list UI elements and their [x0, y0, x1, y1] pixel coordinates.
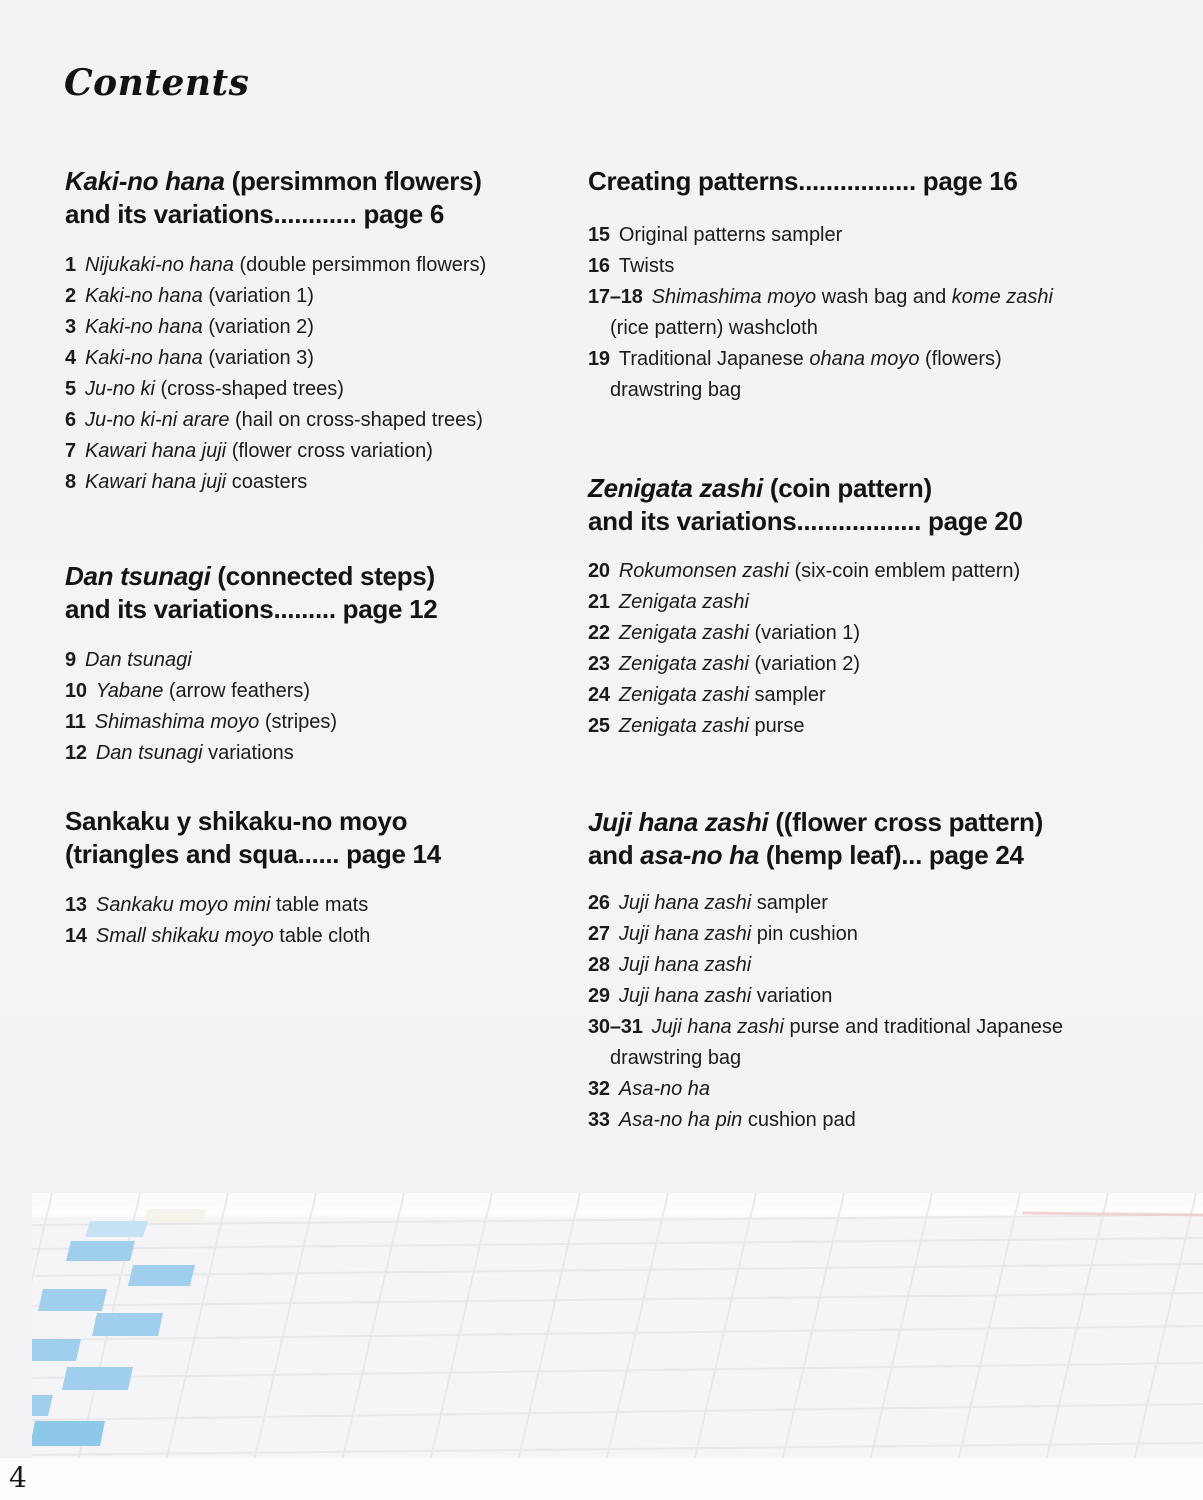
section-items: [65, 890, 570, 952]
item-number: 25: [588, 715, 610, 737]
heading-line: [65, 165, 570, 198]
text-run: (variation 1): [748, 622, 861, 644]
text-run: Traditional Japanese: [618, 348, 810, 370]
heading-line: [588, 505, 1148, 538]
item-number: 21: [588, 591, 610, 613]
page-number: 4: [9, 1461, 27, 1494]
text-run: (variation 2): [748, 653, 861, 675]
text-run: (variation 1): [202, 285, 314, 307]
item-line: [65, 374, 570, 405]
item-number: 22: [588, 622, 610, 644]
item-number: 3: [65, 316, 76, 338]
toc-item: [588, 1074, 1148, 1105]
item-line: [588, 981, 1148, 1012]
section-items: [588, 556, 1148, 742]
text-run: Small shikaku moyo: [95, 925, 274, 947]
heading-line: [65, 198, 570, 231]
item-line: [65, 707, 570, 738]
toc-item: [588, 919, 1148, 950]
section-items: [65, 645, 570, 769]
toc-item: [588, 950, 1148, 981]
item-line: [65, 467, 570, 498]
text-run: ohana moyo: [809, 348, 920, 370]
text-run: variation: [751, 985, 833, 1007]
item-line: [588, 649, 1148, 680]
item-line: [588, 344, 1148, 375]
text-run: kome zashi: [951, 286, 1053, 308]
item-number: 4: [65, 347, 76, 369]
item-line: [65, 890, 570, 921]
text-run: (six-coin emblem pattern): [788, 560, 1021, 582]
text-run: Juji hana zashi: [618, 892, 752, 914]
text-run: Zenigata zashi: [618, 591, 749, 613]
section-items: [588, 220, 1148, 406]
item-line: [588, 587, 1148, 618]
text-run: Kawari hana juji: [84, 471, 227, 493]
text-run: Kaki-no hana: [84, 285, 203, 307]
item-number: 24: [588, 684, 610, 706]
item-number: 33: [588, 1109, 610, 1131]
text-run: Sankaku y shikaku-no moyo: [65, 806, 408, 836]
toc-item: [65, 436, 570, 467]
text-run: Creating patterns................. page 16: [588, 166, 1018, 196]
text-run: sampler: [748, 684, 826, 706]
toc-item: [65, 405, 570, 436]
item-line: [588, 618, 1148, 649]
text-run: (triangles and squa...... page 14: [65, 839, 441, 869]
item-number: 29: [588, 985, 610, 1007]
text-run: Dan tsunagi: [65, 561, 211, 591]
item-number: 15: [588, 224, 610, 246]
section-heading: [588, 806, 1148, 872]
item-line: [588, 950, 1148, 981]
text-run: Kaki-no hana: [65, 166, 225, 196]
text-run: Asa-no ha pin: [618, 1109, 743, 1131]
item-line: [588, 1105, 1148, 1136]
item-continuation-line: [588, 313, 1148, 344]
left-column: [65, 165, 570, 952]
toc-item: [588, 618, 1148, 649]
toc-item: [588, 680, 1148, 711]
text-run: and its variations............ page 6: [65, 199, 445, 229]
toc-item: [65, 374, 570, 405]
item-number: 16: [588, 255, 610, 277]
section-heading: [588, 165, 1148, 198]
fabric-photo-svg: [32, 1193, 1203, 1458]
text-run: Twists: [618, 255, 675, 277]
text-run: (rice pattern) washcloth: [610, 317, 818, 339]
heading-line: [588, 165, 1148, 198]
text-run: and its variations.................. page 20: [588, 506, 1023, 536]
toc-item: [588, 888, 1148, 919]
text-run: asa-no ha: [640, 840, 759, 870]
item-number: 13: [65, 894, 87, 916]
item-continuation-line: [588, 375, 1148, 406]
item-line: [588, 251, 1148, 282]
text-run: (hail on cross-shaped trees): [229, 409, 483, 431]
toc-item: [65, 250, 570, 281]
item-number: 30–31: [588, 1016, 643, 1038]
item-line: [588, 220, 1148, 251]
item-line: [65, 281, 570, 312]
item-number: 14: [65, 925, 87, 947]
item-line: [65, 405, 570, 436]
text-run: Juji hana zashi: [618, 985, 752, 1007]
item-number: 6: [65, 409, 76, 431]
text-run: pin cushion: [751, 923, 858, 945]
toc-section: [588, 165, 1148, 406]
item-line: [588, 1012, 1148, 1043]
toc-item: [588, 251, 1148, 282]
item-number: 5: [65, 378, 76, 400]
toc-item: [65, 676, 570, 707]
text-run: drawstring bag: [610, 1047, 742, 1069]
item-line: [65, 436, 570, 467]
item-number: 10: [65, 680, 87, 702]
text-run: purse and traditional Japanese: [783, 1016, 1064, 1038]
text-run: and its variations......... page 12: [65, 594, 438, 624]
text-run: Rokumonsen zashi: [618, 560, 789, 582]
item-line: [65, 738, 570, 769]
item-line: [588, 888, 1148, 919]
item-line: [588, 711, 1148, 742]
toc-section: [65, 805, 570, 952]
toc-section: [65, 165, 570, 498]
item-line: [588, 556, 1148, 587]
toc-section: [588, 806, 1148, 1136]
text-run: table cloth: [273, 925, 371, 947]
toc-item: [588, 344, 1148, 406]
toc-section: [588, 472, 1148, 742]
text-run: Kaki-no hana: [84, 316, 203, 338]
item-number: 32: [588, 1078, 610, 1100]
heading-line: [588, 806, 1148, 839]
toc-item: [588, 1012, 1148, 1074]
heading-line: [588, 472, 1148, 505]
toc-item: [588, 981, 1148, 1012]
text-run: (arrow feathers): [163, 680, 311, 702]
text-run: Sankaku moyo mini: [95, 894, 271, 916]
toc-item: [588, 711, 1148, 742]
section-heading: [65, 805, 570, 871]
toc-item: [588, 649, 1148, 680]
section-heading: [588, 472, 1148, 538]
text-run: (stripes): [259, 711, 338, 733]
toc-section: [65, 560, 570, 769]
text-run: sampler: [751, 892, 828, 914]
section-items: [588, 888, 1148, 1136]
text-run: Juji hana zashi: [618, 923, 752, 945]
toc-item: [65, 312, 570, 343]
text-run: Dan tsunagi: [84, 649, 192, 671]
item-number: 20: [588, 560, 610, 582]
toc-item: [65, 890, 570, 921]
item-line: [588, 680, 1148, 711]
text-run: (variation 2): [202, 316, 314, 338]
section-items: [65, 250, 570, 498]
text-run: Asa-no ha: [618, 1078, 711, 1100]
item-number: 12: [65, 742, 87, 764]
text-run: coasters: [226, 471, 308, 493]
item-number: 7: [65, 440, 76, 462]
toc-item: [588, 1105, 1148, 1136]
pink-thread-line: [1022, 1213, 1203, 1215]
item-number: 26: [588, 892, 610, 914]
item-number: 9: [65, 649, 76, 671]
heading-line: [588, 839, 1148, 872]
text-run: cushion pad: [742, 1109, 856, 1131]
toc-item: [588, 556, 1148, 587]
heading-line: [65, 805, 570, 838]
section-heading: [65, 165, 570, 231]
toc-item: [65, 467, 570, 498]
toc-item: [65, 281, 570, 312]
toc-item: [65, 645, 570, 676]
toc-item: [588, 220, 1148, 251]
text-run: purse: [748, 715, 805, 737]
item-number: 19: [588, 348, 610, 370]
item-line: [65, 676, 570, 707]
item-number: 11: [65, 711, 86, 733]
page-title: Contents: [64, 62, 250, 104]
right-column: [588, 165, 1148, 1136]
text-run: Juji hana zashi: [588, 807, 769, 837]
text-run: Original patterns sampler: [618, 224, 843, 246]
item-number: 17–18: [588, 286, 643, 308]
item-line: [65, 921, 570, 952]
text-run: wash bag and: [816, 286, 952, 308]
text-run: Kawari hana juji: [84, 440, 227, 462]
item-line: [65, 645, 570, 676]
text-run: and: [588, 840, 641, 870]
text-run: (variation 3): [202, 347, 314, 369]
item-line: [65, 312, 570, 343]
item-number: 23: [588, 653, 610, 675]
text-run: table mats: [270, 894, 369, 916]
text-run: Zenigata zashi: [618, 622, 749, 644]
text-run: Juji hana zashi: [618, 954, 752, 976]
toc-item: [65, 738, 570, 769]
text-run: Kaki-no hana: [84, 347, 203, 369]
text-run: Dan tsunagi: [95, 742, 203, 764]
text-run: ((flower cross pattern): [768, 807, 1043, 837]
text-run: (hemp leaf)... page 24: [758, 840, 1024, 870]
heading-line: [65, 560, 570, 593]
text-run: drawstring bag: [610, 379, 742, 401]
text-run: Zenigata zashi: [618, 684, 749, 706]
text-run: (cross-shaped trees): [154, 378, 344, 400]
text-run: Ju-no ki-ni arare: [84, 409, 230, 431]
text-run: variations: [202, 742, 294, 764]
item-number: 27: [588, 923, 610, 945]
toc-item: [65, 343, 570, 374]
text-run: (connected steps): [210, 561, 435, 591]
item-line: [588, 1074, 1148, 1105]
section-heading: [65, 560, 570, 626]
item-number: 1: [65, 254, 76, 276]
text-run: Zenigata zashi: [588, 473, 763, 503]
item-continuation-line: [588, 1043, 1148, 1074]
text-run: Shimashima moyo: [651, 286, 817, 308]
fabric-photo: [32, 1193, 1203, 1458]
toc-item: [65, 707, 570, 738]
bottom-margin: [0, 1458, 1203, 1500]
text-run: Zenigata zashi: [618, 715, 749, 737]
text-run: (flower cross variation): [226, 440, 433, 462]
text-run: (double persimmon flowers): [233, 254, 487, 276]
text-run: Shimashima moyo: [94, 711, 260, 733]
toc-item: [65, 921, 570, 952]
item-number: 2: [65, 285, 76, 307]
item-line: [65, 343, 570, 374]
item-number: 28: [588, 954, 610, 976]
item-line: [65, 250, 570, 281]
item-line: [588, 919, 1148, 950]
item-number: 8: [65, 471, 76, 493]
text-run: Ju-no ki: [84, 378, 155, 400]
text-run: (persimmon flowers): [224, 166, 482, 196]
toc-item: [588, 587, 1148, 618]
heading-line: [65, 838, 570, 871]
text-run: Yabane: [95, 680, 164, 702]
heading-line: [65, 593, 570, 626]
text-run: (flowers): [919, 348, 1002, 370]
text-run: (coin pattern): [762, 473, 932, 503]
text-run: Nijukaki-no hana: [84, 254, 234, 276]
text-run: Zenigata zashi: [618, 653, 749, 675]
item-line: [588, 282, 1148, 313]
toc-item: [588, 282, 1148, 344]
text-run: Juji hana zashi: [651, 1016, 784, 1038]
